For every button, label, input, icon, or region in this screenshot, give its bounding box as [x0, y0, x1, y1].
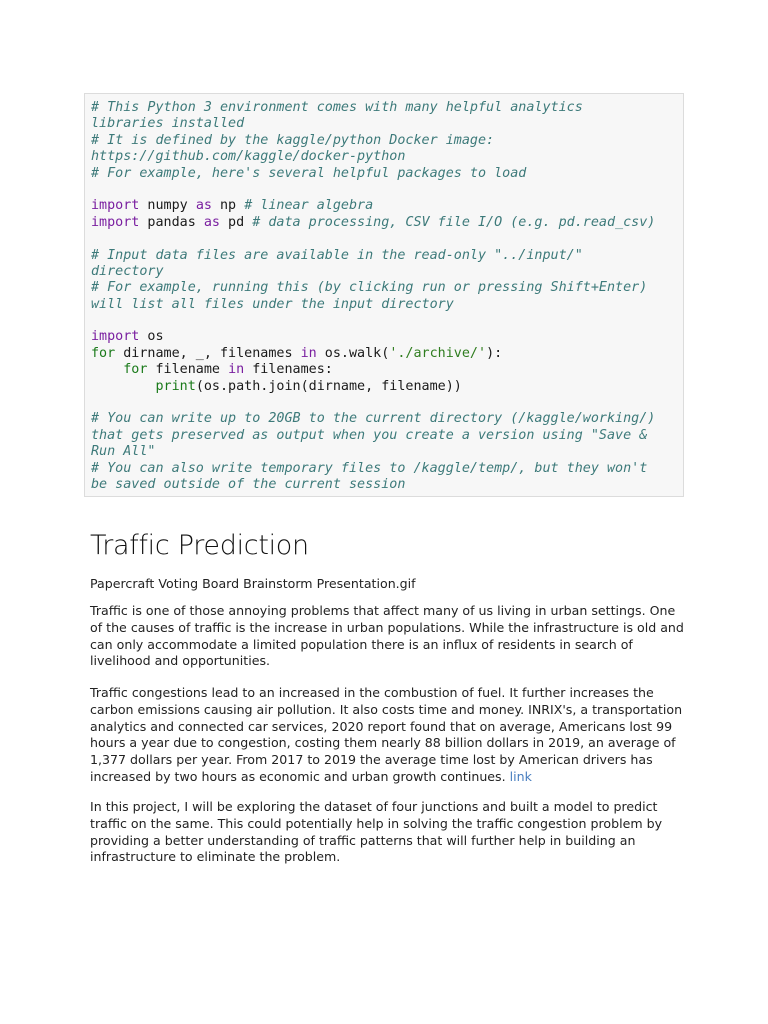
string-literal: './archive/': [389, 345, 487, 361]
paragraph-congestion-text: Traffic congestions lead to an increased in the combustion of fuel. It further increases the carbon emissions causing air pollution. It also costs time and money. INRIX's, a transportation analytics and connected car services, 2020 report found that on average, Americans lost 99 hours a year due to congestion, costing them nearly 88 billion dollars in 2019, an average of 1,377 dollars per year. From 2017 to 2019 the average time lost by American drivers has increased by two hours as economic and urban growth continues.: [90, 685, 683, 784]
inline-comment: # data processing, CSV file I/O (e.g. pd.read_csv): [252, 214, 656, 230]
code-line-import-numpy: [91, 198, 655, 214]
page-title: Traffic Prediction: [90, 530, 309, 561]
iterable: filenames:: [244, 362, 333, 378]
paragraph-congestion: [90, 685, 686, 786]
gif-caption: Papercraft Voting Board Brainstorm Presentation.gif: [90, 576, 416, 591]
alias-name: pd: [220, 214, 253, 230]
keyword: in: [228, 362, 245, 378]
source-link[interactable]: link: [509, 768, 532, 784]
keyword: in: [300, 345, 317, 361]
keyword: for: [123, 362, 148, 378]
loop-vars: dirname, _, filenames: [115, 345, 301, 361]
code-line-for-walk: [91, 346, 655, 362]
function-args: (os.path.join(dirname, filename)): [195, 378, 462, 394]
keyword: import: [91, 198, 140, 214]
code-cell[interactable]: [84, 93, 684, 497]
keyword: import: [91, 214, 140, 230]
paragraph-project: In this project, I will be exploring the dataset of four junctions and built a model to predict traffic on the same. This could potentially help in solving the traffic congestion problem by providing a better understanding of traffic patterns that will further help in building an infrastructure to eliminate the problem.: [90, 799, 663, 865]
code-comment: # For example, here's several helpful packages to load: [91, 165, 527, 181]
keyword: as: [203, 214, 220, 230]
code-line-print: [91, 379, 655, 395]
keyword: import: [91, 329, 140, 345]
punctuation: ):: [486, 345, 503, 361]
builtin-function: print: [155, 378, 196, 394]
alias-name: np: [211, 198, 245, 214]
inline-comment: # linear algebra: [244, 198, 374, 214]
code-comment: # Input data files are available in the read-only "../input/": [91, 247, 583, 263]
code-comment: Run All": [91, 444, 156, 460]
indent: [91, 362, 123, 377]
module-name: os: [139, 329, 164, 345]
code-comment: # You can write up to 20GB to the current directory (/kaggle/working/): [91, 411, 656, 427]
code-line-inner-for: [91, 362, 655, 378]
code-comment: https://github.com/kaggle/docker-python: [91, 149, 406, 165]
code-comment: libraries installed: [91, 116, 245, 132]
module-name: pandas: [139, 214, 204, 230]
keyword: for: [91, 345, 116, 361]
code-comment: # You can also write temporary files to /kaggle/temp/, but they won't: [91, 460, 648, 476]
code-comment: # It is defined by the kaggle/python Docker image:: [91, 132, 495, 148]
keyword: as: [195, 198, 212, 214]
code-comment: that gets preserved as output when you create a version using "Save &: [91, 427, 648, 443]
code-comment: be saved outside of the current session: [91, 476, 406, 492]
code-line-import-os: [91, 329, 655, 345]
code-comment: # For example, running this (by clicking run or pressing Shift+Enter): [91, 280, 648, 296]
loop-var: filename: [147, 362, 229, 378]
code-block: [91, 100, 655, 493]
call-expression: os.walk(: [316, 345, 390, 361]
indent: [91, 379, 156, 394]
code-comment: # This Python 3 environment comes with many helpful analytics: [91, 100, 583, 115]
code-line-import-pandas: [91, 215, 655, 231]
paragraph-intro: Traffic is one of those annoying problems that affect many of us living in urban settings. One of the causes of traffic is the increase in urban populations. While the infrastructure is old and can only accommodate a limited population there is an influx of residents in search of livelihood and opportunities.: [90, 603, 684, 669]
code-comment: directory: [91, 263, 164, 279]
module-name: numpy: [139, 198, 196, 214]
code-comment: will list all files under the input directory: [91, 296, 454, 312]
